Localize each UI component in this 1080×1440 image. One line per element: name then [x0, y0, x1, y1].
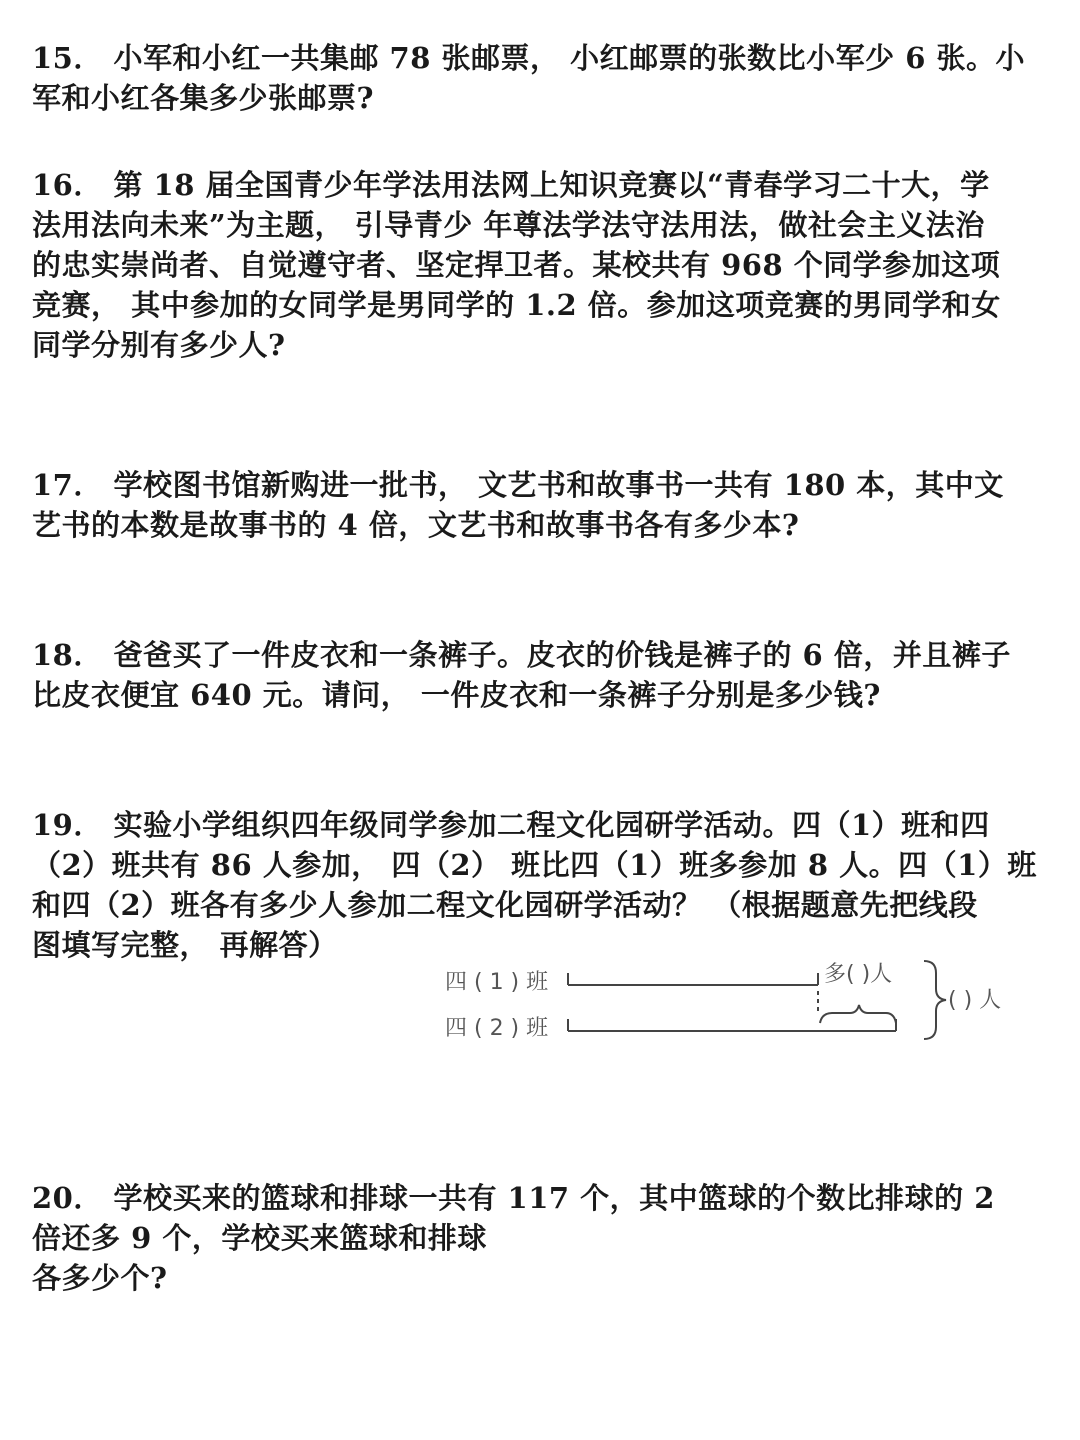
row2-segment: [568, 1019, 896, 1031]
problem-19: [32, 805, 1050, 965]
segment-diagram-svg: [440, 955, 1060, 1045]
total-brace: [924, 961, 946, 1039]
problem-15-line-2: 军和小红各集多少张邮票?: [32, 81, 374, 115]
problem-20: [32, 1178, 1050, 1298]
problem-15: [32, 38, 1050, 118]
problem-16-line-2: 法用法向未来”为主题， 引导青少 年尊法学法守法用法，做社会主义法治: [32, 208, 985, 242]
problem-17-line-2: 艺书的本数是故事书的 4 倍，文艺书和故事书各有多少本?: [32, 508, 800, 542]
problem-16-line-3: 的忠实崇尚者、自觉遵守者、坚定捍卫者。某校共有 968 个同学参加这项: [32, 248, 1001, 282]
problem-18-line-1: 18． 爸爸买了一件皮衣和一条裤子。皮衣的价钱是裤子的 6 倍，并且裤子: [32, 638, 1011, 672]
problem-16-line-1: 16． 第 18 届全国青少年学法用法网上知识竞赛以“青春学习二十大，学: [32, 168, 990, 202]
problem-16-line-5: 同学分别有多少人?: [32, 328, 286, 362]
problem-17: [32, 465, 1050, 545]
row1-label: 四 ( 1 ) 班: [445, 970, 549, 995]
problem-19-line-1: 19． 实验小学组织四年级同学参加二程文化园研学活动。四（1）班和四: [32, 808, 990, 842]
problem-20-line-1: 20． 学校买来的篮球和排球一共有 117 个，其中篮球的个数比排球的 2: [32, 1181, 995, 1215]
problem-18: [32, 635, 1050, 715]
row2-label: 四 ( 2 ) 班: [445, 1016, 549, 1041]
total-label: ( ) 人: [948, 988, 1002, 1013]
problem-15-line-1: 15． 小军和小红一共集邮 78 张邮票， 小红邮票的张数比小军少 6 张。小: [32, 41, 1025, 75]
problem-16-line-4: 竞赛， 其中参加的女同学是男同学的 1.2 倍。参加这项竞赛的男同学和女: [32, 288, 1001, 322]
row1-segment: [568, 973, 818, 985]
more-label: 多( )人: [824, 962, 893, 987]
problem-19-line-2: （2）班共有 86 人参加， 四（2） 班比四（1）班多参加 8 人。四（1）班: [32, 848, 1037, 882]
extra-part-brace: [820, 1005, 896, 1023]
problem-16: [32, 165, 1050, 365]
problem-17-line-1: 17． 学校图书馆新购进一批书， 文艺书和故事书一共有 180 本，其中文: [32, 468, 1004, 502]
problem-20-line-2: 倍还多 9 个，学校买来篮球和排球: [32, 1221, 487, 1255]
problem-18-line-2: 比皮衣便宜 640 元。请问， 一件皮衣和一条裤子分别是多少钱?: [32, 678, 881, 712]
segment-diagram: [440, 955, 1060, 1045]
problem-19-line-4: 图填写完整， 再解答）: [32, 928, 338, 962]
problem-19-line-3: 和四（2）班各有多少人参加二程文化园研学活动？ （根据题意先把线段: [32, 888, 978, 922]
problem-20-line-3: 各多少个?: [32, 1261, 168, 1295]
